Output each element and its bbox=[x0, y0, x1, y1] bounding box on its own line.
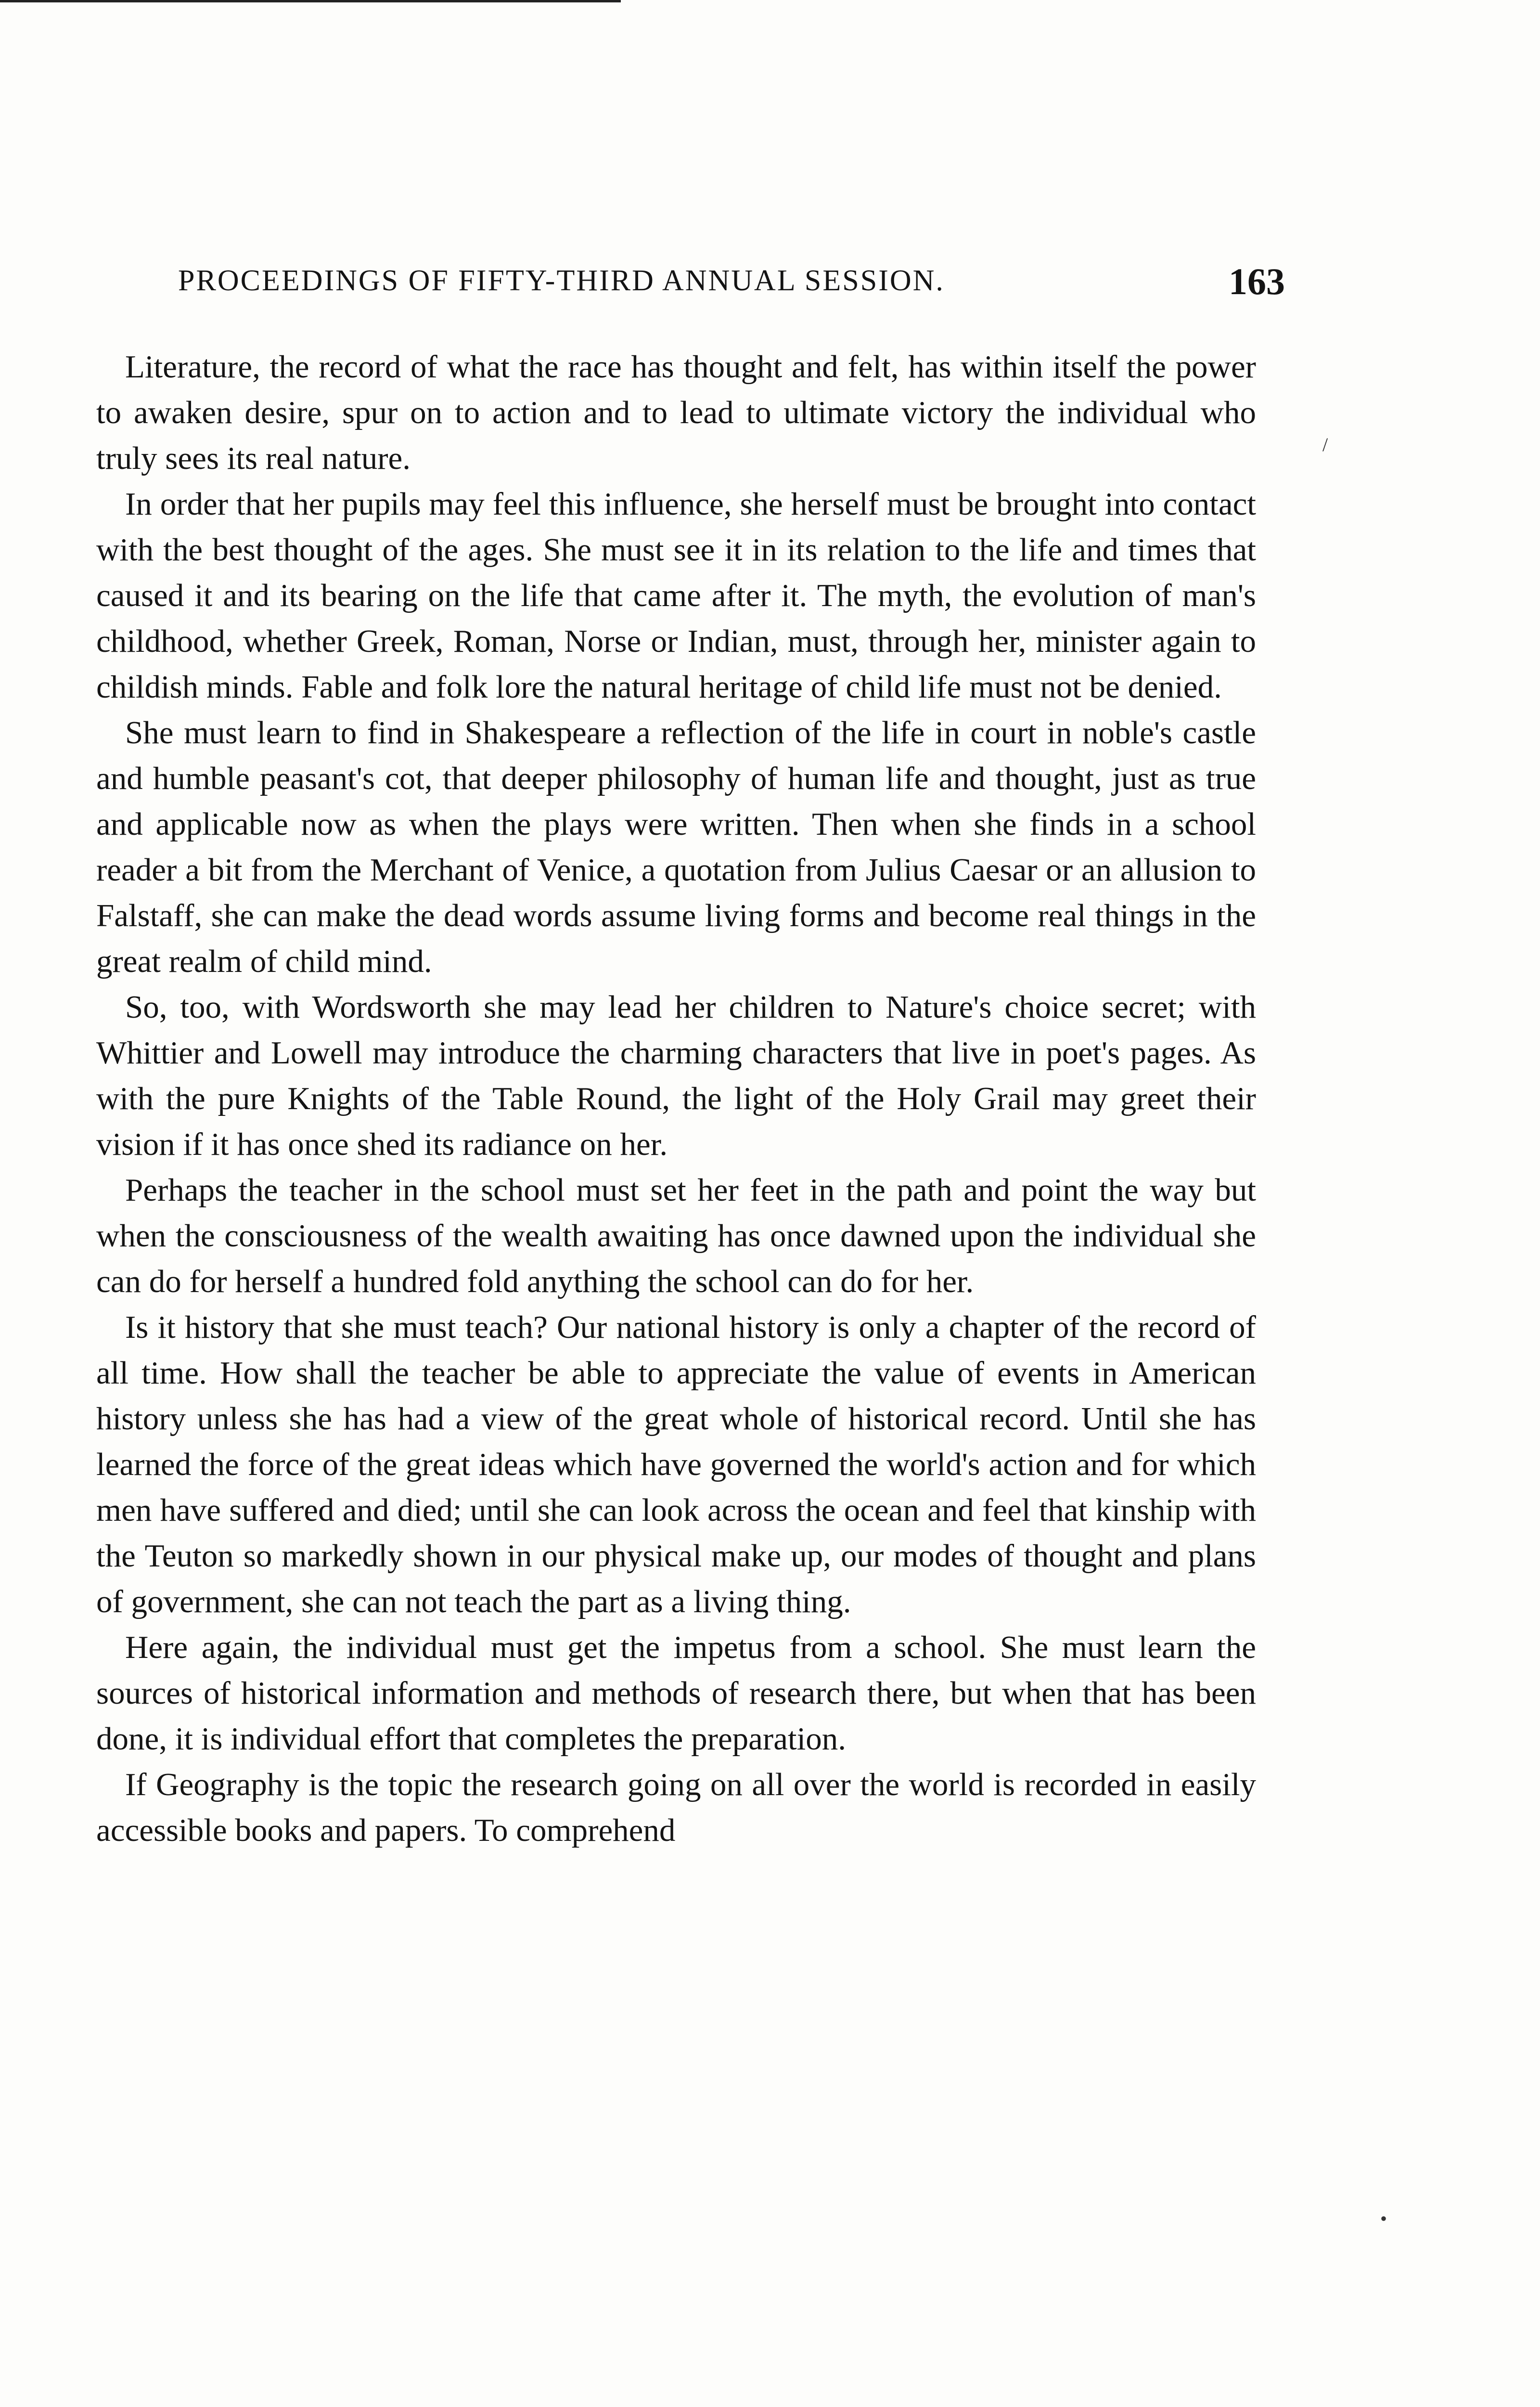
paragraph-influence: In order that her pupils may feel this influence, she herself must be brought into contact with the best thought of the ages. She must see it in its relation to the life and times that caused it and its bearing on the life that came after it. The myth, the evolution of man's childhood, whether Greek, Roman, Norse or Indian, must, through her, minister again to childish minds. Fable and folk lore the natural heritage of child life must not be denied. bbox=[96, 486, 1256, 705]
margin-dot: • bbox=[1380, 2208, 1387, 2229]
page-number: 163 bbox=[1229, 260, 1285, 302]
paragraph-geography: If Geography is the topic the research going on all over the world is recorded in easily accessible books and papers. To comprehend bbox=[96, 1767, 1256, 1848]
paragraph-literature: Literature, the record of what the race has thought and felt, has within itself the power to awaken desire, spur on to action and to lead to ultimate victory the individual who truly sees its real nature. bbox=[96, 349, 1256, 476]
running-title: PROCEEDINGS OF FIFTY-THIRD ANNUAL SESSION. bbox=[178, 264, 945, 297]
paragraph-school-impetus: Here again, the individual must get the impetus from a school. She must learn the sources of historical information and methods of research there, but when that has been done, it is individual effort that completes the preparation. bbox=[96, 1630, 1256, 1757]
running-header bbox=[178, 260, 1285, 302]
paragraph-history: Is it history that she must teach? Our national history is only a chapter of the record of all time. How shall the teacher be able to appreciate the value of events in American history unless she has had a view of the great whole of historical record. Until she has learned the force of the great ideas which have governed the world's action and for which men have suffered and died; until she can look across the ocean and feel that kinship with the Teuton so markedly shown in our physical make up, our modes of thought and plans of government, she can not teach the part as a living thing. bbox=[96, 1309, 1256, 1619]
body-text bbox=[96, 344, 1256, 1853]
paragraph-wordsworth: So, too, with Wordsworth she may lead her children to Nature's choice secret; with Whittier and Lowell may introduce the charming characters that live in poet's pages. As with the pure Knights of the Table Round, the light of the Holy Grail may greet their vision if it has once shed its radiance on her. bbox=[96, 989, 1256, 1162]
margin-speck: / bbox=[1322, 434, 1328, 455]
top-edge-rule bbox=[0, 0, 621, 2]
paragraph-shakespeare: She must learn to find in Shakespeare a reflection of the life in court in noble's castle and humble peasant's cot, that deeper philosophy of human life and thought, just as true and applicable now as when the plays were written. Then when she finds in a school reader a bit from the Merchant of Venice, a quotation from Julius Caesar or an allusion to Falstaff, she can make the dead words assume living forms and become real things in the great realm of child mind. bbox=[96, 715, 1256, 979]
paragraph-teacher-path: Perhaps the teacher in the school must set her feet in the path and point the way but when the consciousness of the wealth awaiting has once dawned upon the individual she can do for herself a hundred fold anything the school can do for her. bbox=[96, 1172, 1256, 1299]
